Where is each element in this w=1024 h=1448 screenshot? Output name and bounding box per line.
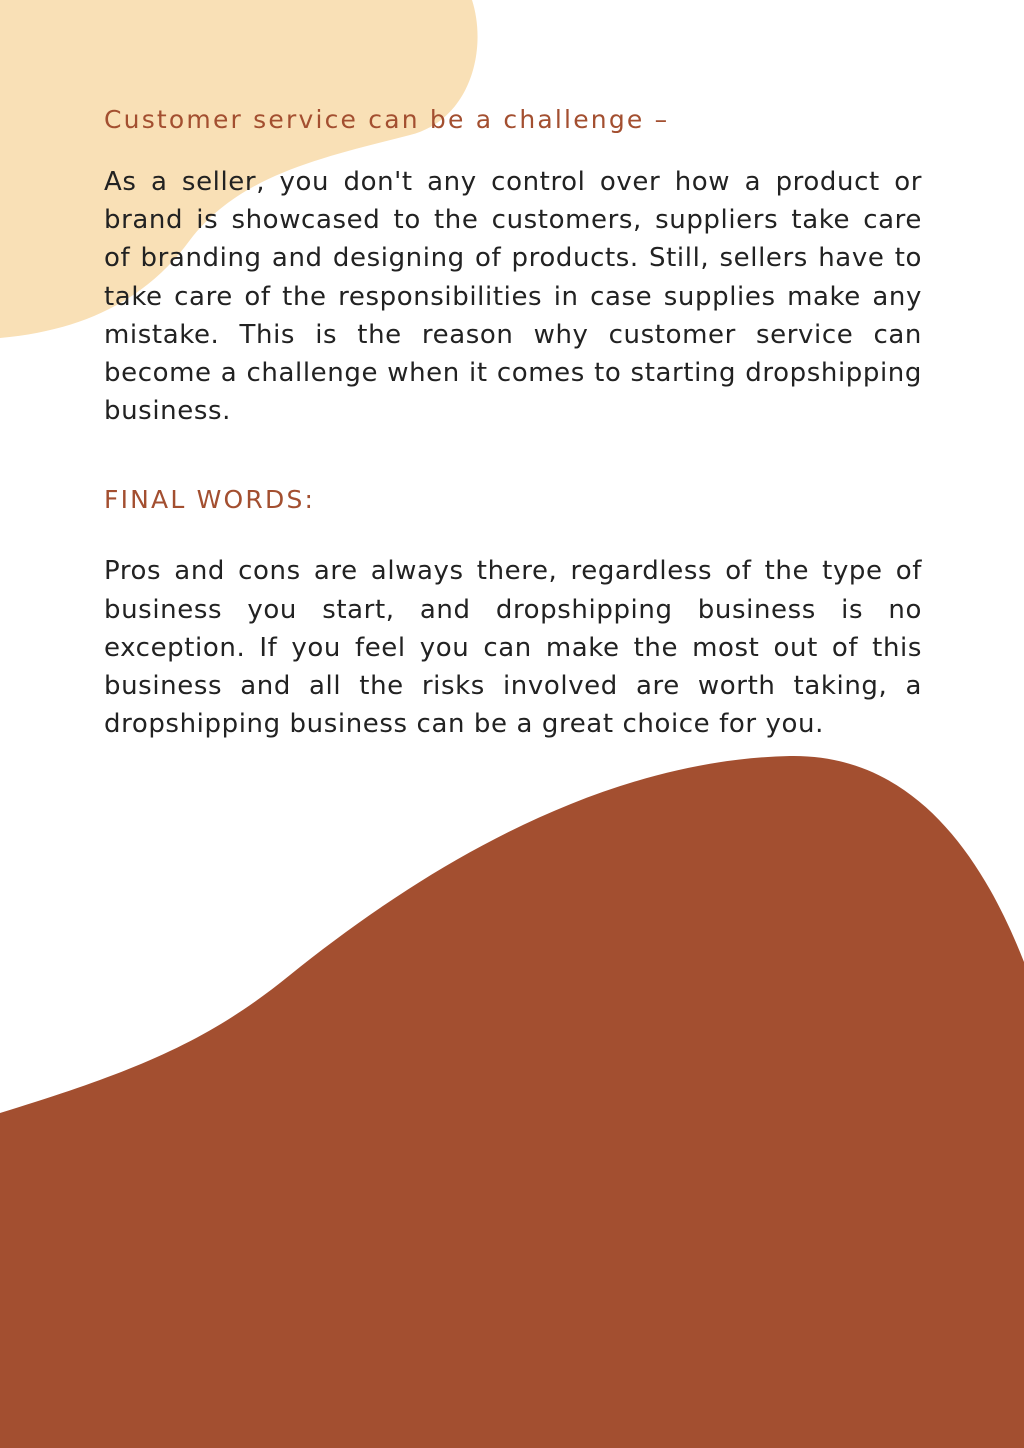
section-heading-customer-service: Customer service can be a challenge – <box>104 105 670 134</box>
section-paragraph-customer-service: As a seller, you don't any control over how a product or brand is showcased to the customers, suppliers take care of branding and designing of products. Still, sellers have to take care of the responsibilities in case supplies make any mistake. This is the reason why customer service can become a challenge when it comes to starting dropshipping business. <box>104 167 922 427</box>
section-paragraph-final-words: Pros and cons are always there, regardless of the type of business you start, and dropshipping business is no exception. If you feel you can make the most out of this business and all the risks involved are worth taking, a dropshipping business can be a great choice for you. <box>104 556 922 740</box>
section-heading-final-words: FINAL WORDS: <box>104 485 316 515</box>
document-body <box>104 100 922 743</box>
rust-blob-shape <box>0 756 1024 1448</box>
